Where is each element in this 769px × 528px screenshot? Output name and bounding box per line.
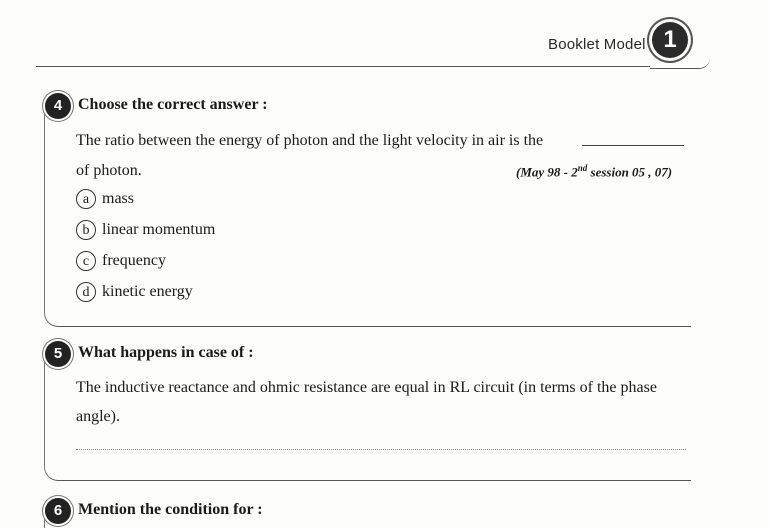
answer-blank-line[interactable] <box>582 145 684 146</box>
citation-suffix: session 05 , 07) <box>587 164 673 180</box>
question-4-title: Choose the correct answer : <box>78 96 268 113</box>
option-b-marker[interactable]: b <box>76 220 96 240</box>
model-number-badge: 1 <box>652 22 688 58</box>
question-4-text-line1: The ratio between the energy of photon and the light velocity in air is the <box>76 132 544 149</box>
question-4-text-line2: of photon. <box>76 162 142 179</box>
header-rule-curve <box>650 58 710 69</box>
question-5-number: 5 <box>45 341 71 367</box>
question-5-frame <box>44 350 691 481</box>
question-4-number: 4 <box>45 93 71 119</box>
option-a-marker[interactable]: a <box>76 189 96 209</box>
answer-line[interactable] <box>76 449 686 450</box>
citation-prefix: (May 98 - 2 <box>516 164 578 180</box>
option-d-text[interactable]: kinetic energy <box>102 283 193 300</box>
option-c-text[interactable]: frequency <box>102 252 166 269</box>
question-5-title: What happens in case of : <box>78 344 254 361</box>
question-6-title: Mention the condition for : <box>78 501 263 518</box>
citation-superscript: nd <box>577 163 588 173</box>
option-c-marker[interactable]: c <box>76 251 96 271</box>
option-b-text[interactable]: linear momentum <box>102 221 216 238</box>
option-d-marker[interactable]: d <box>76 282 96 302</box>
option-a-text[interactable]: mass <box>102 190 134 207</box>
question-5-text-line2: angle). <box>76 408 120 425</box>
header-rule <box>36 66 650 67</box>
question-4-citation <box>516 163 672 180</box>
question-6-number: 6 <box>45 498 71 524</box>
booklet-model-label: Booklet Model <box>548 36 646 53</box>
question-5-text-line1: The inductive reactance and ohmic resistance are equal in RL circuit (in terms of the phase <box>76 379 657 396</box>
